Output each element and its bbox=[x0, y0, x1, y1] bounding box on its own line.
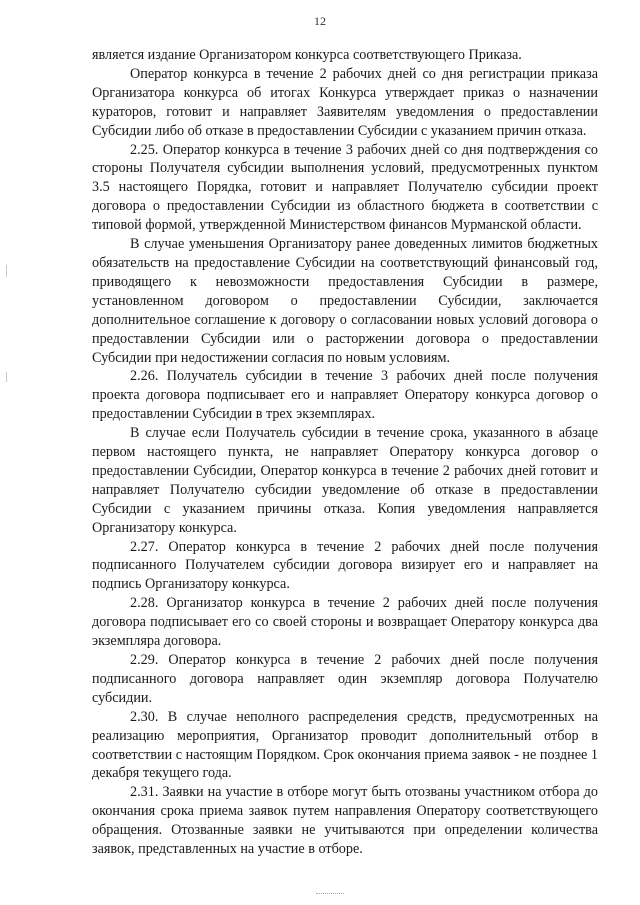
paragraph-2-29: 2.29. Оператор конкурса в течение 2 рабочих дней после получения подписанного договора направляет один экземпляр договора Получателю субсидии. bbox=[92, 652, 598, 706]
paragraph-2-26: 2.26. Получатель субсидии в течение 3 рабочих дней после получения проекта договора подписывает его и направляет Оператору конкурса договор о предоставлении Субсидии в трех экземплярах. bbox=[92, 368, 598, 423]
paragraph-2-25: 2.25. Оператор конкурса в течение 3 рабочих дней со дня подтверждения со стороны Получателя субсидии выполнения условий, предусмотренных пунктом 3.5 настоящего Порядка, готовит и направляет Получателю субсидии проект договора о предоставлении Субсидии из областного бюджета в соответствии с типовой формой, утвержденной Министерством финансов Мурманской области. bbox=[92, 141, 598, 234]
paragraph: В случае если Получатель субсидии в течение срока, указанного в абзаце первом настоящего пункта, не направляет Оператору конкурса договор о предоставлении Субсидии, Оператор конкурса в течение 2 рабочих дней готовит и направляет Получателю субсидии уведомление об отказе в предоставлении Субсидии с указанием причины отказа. Копия уведомления направляется Организатору конкурса. bbox=[92, 425, 598, 536]
paragraph-2-30: 2.30. В случае неполного распределения средств, предусмотренных на реализацию мероприятия, Организатор проводит дополнительный отбор в соответствии с настоящим Порядком. Срок окончания приема заявок - не позднее 1 декабря текущего года. bbox=[92, 708, 598, 782]
paragraph-2-31: 2.31. Заявки на участие в отборе могут быть отозваны участником отбора до окончания срока приема заявок путем направления Оператору соответствующего обращения. Отозванные заявки не учитываются при определении количества заявок, представленных на участие в отборе. bbox=[92, 784, 598, 858]
footer-artifact bbox=[316, 893, 344, 896]
paragraph-2-28: 2.28. Организатор конкурса в течение 2 рабочих дней после получения договора подписывает его со своей стороны и возвращает Оператору конкурса два экземпляра договора. bbox=[92, 595, 598, 650]
paragraph-continuation: является издание Организатором конкурса соответствующего Приказа. bbox=[92, 47, 522, 63]
page-number: 12 bbox=[314, 14, 326, 28]
paragraph-2-27: 2.27. Оператор конкурса в течение 2 рабочих дней после получения подписанного Получателем субсидии договора визирует его и направляет на подпись Организатору конкурса. bbox=[92, 538, 598, 593]
paragraph: Оператор конкурса в течение 2 рабочих дней со дня регистрации приказа Организатора конкурса об итогах Конкурса утверждает приказ о назначении кураторов, готовит и направляет Заявителям уведомления о предоставлении Субсидии либо об отказе в предоставлении Субсидии с указанием причин отказа. bbox=[92, 65, 598, 139]
document-body bbox=[92, 46, 598, 859]
scan-artifact bbox=[6, 372, 7, 382]
scan-artifact bbox=[6, 265, 7, 277]
paragraph: В случае уменьшения Организатору ранее доведенных лимитов бюджетных обязательств на предоставление Субсидии на соответствующий финансовый год, приводящего к невозможности предоставления Субсидии в размере, установленном договором о предоставлении Субсидии, заключается дополнительное соглашение к договору о согласовании новых условий договора о предоставлении Субсидии или о расторжении договора о предоставлении Субсидии при недостижении согласия по новым условиям. bbox=[92, 236, 598, 366]
